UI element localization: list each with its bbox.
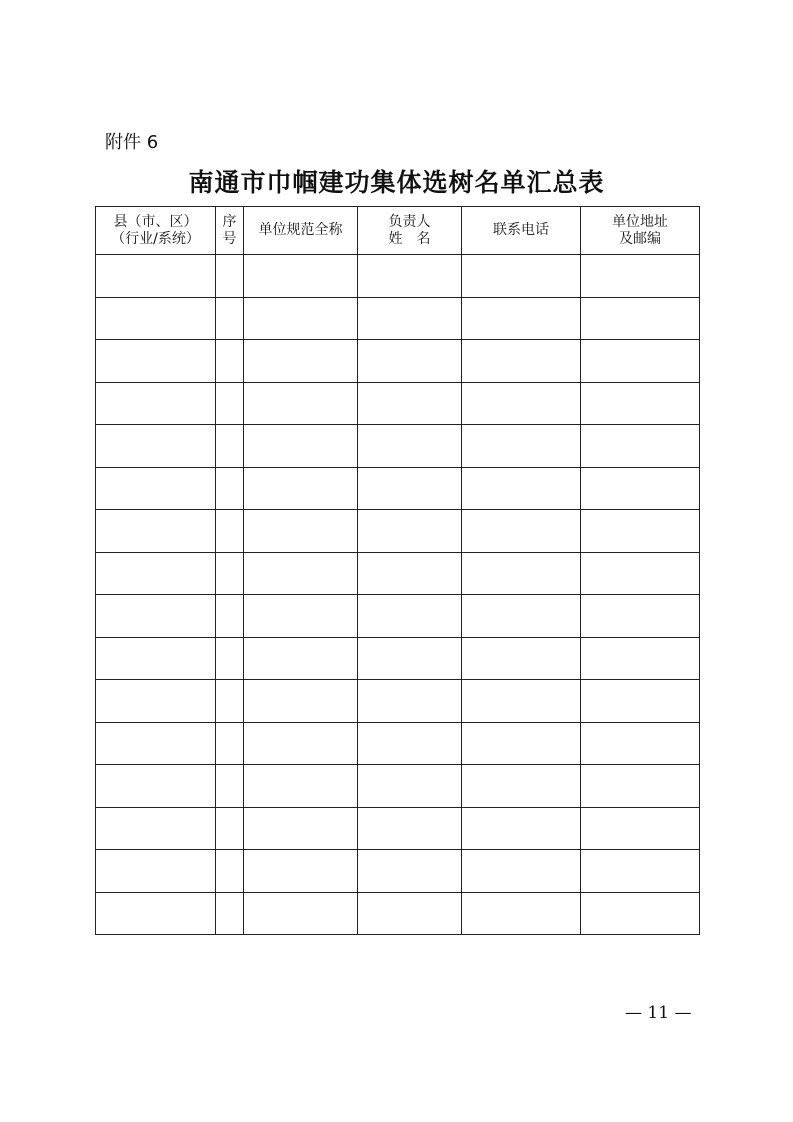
table-cell[interactable] bbox=[96, 637, 216, 680]
table-cell[interactable] bbox=[244, 340, 358, 383]
table-cell[interactable] bbox=[581, 722, 700, 765]
table-cell[interactable] bbox=[244, 425, 358, 468]
table-cell[interactable] bbox=[462, 467, 581, 510]
table-cell[interactable] bbox=[581, 595, 700, 638]
table-cell[interactable] bbox=[462, 425, 581, 468]
table-cell[interactable] bbox=[462, 722, 581, 765]
table-cell[interactable] bbox=[581, 425, 700, 468]
table-row bbox=[96, 765, 700, 808]
attachment-label: 附件 6 bbox=[105, 132, 159, 153]
table-cell[interactable] bbox=[216, 425, 244, 468]
table-cell[interactable] bbox=[96, 467, 216, 510]
table-cell[interactable] bbox=[358, 765, 462, 808]
table-row bbox=[96, 850, 700, 893]
table-row bbox=[96, 637, 700, 680]
table-cell[interactable] bbox=[96, 425, 216, 468]
table-row bbox=[96, 297, 700, 340]
header-contact-phone: 联系电话 bbox=[462, 207, 581, 255]
table-cell[interactable] bbox=[462, 297, 581, 340]
table-cell[interactable] bbox=[216, 467, 244, 510]
table-cell[interactable] bbox=[358, 255, 462, 298]
table-row bbox=[96, 595, 700, 638]
table-cell[interactable] bbox=[462, 340, 581, 383]
table-cell[interactable] bbox=[581, 680, 700, 723]
table-cell[interactable] bbox=[358, 552, 462, 595]
table-cell[interactable] bbox=[581, 552, 700, 595]
table-row bbox=[96, 680, 700, 723]
table-cell[interactable] bbox=[96, 807, 216, 850]
table-cell[interactable] bbox=[244, 765, 358, 808]
table-cell[interactable] bbox=[358, 595, 462, 638]
table-cell[interactable] bbox=[358, 510, 462, 553]
table-cell[interactable] bbox=[216, 552, 244, 595]
table-cell[interactable] bbox=[96, 850, 216, 893]
table-cell[interactable] bbox=[462, 850, 581, 893]
table-cell[interactable] bbox=[244, 637, 358, 680]
table-cell[interactable] bbox=[358, 680, 462, 723]
table-cell[interactable] bbox=[581, 807, 700, 850]
table-cell[interactable] bbox=[96, 722, 216, 765]
table-cell[interactable] bbox=[581, 510, 700, 553]
table-cell[interactable] bbox=[216, 510, 244, 553]
header-address-postcode: 单位地址 及邮编 bbox=[581, 207, 700, 255]
table-cell[interactable] bbox=[244, 297, 358, 340]
table-row bbox=[96, 425, 700, 468]
table-row bbox=[96, 510, 700, 553]
table-cell[interactable] bbox=[358, 807, 462, 850]
header-serial-number: 序 号 bbox=[216, 207, 244, 255]
table-cell[interactable] bbox=[358, 722, 462, 765]
table-cell[interactable] bbox=[244, 255, 358, 298]
header-county: 县（市、区） （行业/系统） bbox=[96, 207, 216, 255]
table-row bbox=[96, 552, 700, 595]
table-cell[interactable] bbox=[581, 297, 700, 340]
table-cell[interactable] bbox=[216, 892, 244, 935]
table-cell[interactable] bbox=[216, 637, 244, 680]
summary-table bbox=[95, 206, 700, 935]
table-cell[interactable] bbox=[358, 297, 462, 340]
table-cell[interactable] bbox=[244, 892, 358, 935]
table-cell[interactable] bbox=[581, 765, 700, 808]
table-cell[interactable] bbox=[244, 467, 358, 510]
table-cell[interactable] bbox=[244, 807, 358, 850]
table-row bbox=[96, 807, 700, 850]
table-row bbox=[96, 722, 700, 765]
table-cell[interactable] bbox=[462, 552, 581, 595]
table-cell[interactable] bbox=[244, 680, 358, 723]
table-cell[interactable] bbox=[358, 850, 462, 893]
table-row bbox=[96, 892, 700, 935]
table-cell[interactable] bbox=[216, 595, 244, 638]
table-cell[interactable] bbox=[581, 340, 700, 383]
table-cell[interactable] bbox=[216, 807, 244, 850]
table-cell[interactable] bbox=[96, 382, 216, 425]
table-cell[interactable] bbox=[358, 425, 462, 468]
table-cell[interactable] bbox=[244, 595, 358, 638]
table-cell[interactable] bbox=[358, 892, 462, 935]
table-cell[interactable] bbox=[216, 680, 244, 723]
table-row bbox=[96, 467, 700, 510]
table-cell[interactable] bbox=[462, 255, 581, 298]
table-cell[interactable] bbox=[96, 680, 216, 723]
table-cell[interactable] bbox=[216, 765, 244, 808]
table-row bbox=[96, 340, 700, 383]
table-cell[interactable] bbox=[462, 765, 581, 808]
table-cell[interactable] bbox=[96, 595, 216, 638]
table-cell[interactable] bbox=[462, 680, 581, 723]
table-cell[interactable] bbox=[96, 510, 216, 553]
table-cell[interactable] bbox=[581, 850, 700, 893]
table-cell[interactable] bbox=[216, 340, 244, 383]
table-row bbox=[96, 382, 700, 425]
header-unit-full-name: 单位规范全称 bbox=[244, 207, 358, 255]
table-cell[interactable] bbox=[581, 892, 700, 935]
table-row bbox=[96, 255, 700, 298]
table-header-row bbox=[96, 207, 700, 255]
table-cell[interactable] bbox=[244, 382, 358, 425]
table-cell[interactable] bbox=[96, 765, 216, 808]
page-title: 南通市巾帼建功集体选树名单汇总表 bbox=[188, 168, 605, 197]
table-cell[interactable] bbox=[96, 255, 216, 298]
table-cell[interactable] bbox=[244, 552, 358, 595]
table-cell[interactable] bbox=[96, 552, 216, 595]
table-cell[interactable] bbox=[216, 297, 244, 340]
table-cell[interactable] bbox=[358, 382, 462, 425]
table-cell[interactable] bbox=[462, 510, 581, 553]
table-cell[interactable] bbox=[581, 637, 700, 680]
table-cell[interactable] bbox=[96, 892, 216, 935]
table-cell[interactable] bbox=[358, 340, 462, 383]
page-number: — 11 — bbox=[625, 1003, 692, 1023]
table-cell[interactable] bbox=[462, 892, 581, 935]
table-cell[interactable] bbox=[358, 637, 462, 680]
table-cell[interactable] bbox=[581, 467, 700, 510]
table-cell[interactable] bbox=[244, 510, 358, 553]
table-cell[interactable] bbox=[581, 255, 700, 298]
table-cell[interactable] bbox=[462, 595, 581, 638]
table-cell[interactable] bbox=[96, 340, 216, 383]
table-cell[interactable] bbox=[581, 382, 700, 425]
table-cell[interactable] bbox=[244, 850, 358, 893]
table-cell[interactable] bbox=[216, 850, 244, 893]
table-cell[interactable] bbox=[216, 255, 244, 298]
header-person-in-charge: 负责人 姓 名 bbox=[358, 207, 462, 255]
table-cell[interactable] bbox=[244, 722, 358, 765]
table-cell[interactable] bbox=[358, 467, 462, 510]
table-cell[interactable] bbox=[462, 807, 581, 850]
table-cell[interactable] bbox=[462, 637, 581, 680]
table-cell[interactable] bbox=[216, 382, 244, 425]
table-cell[interactable] bbox=[462, 382, 581, 425]
table-cell[interactable] bbox=[96, 297, 216, 340]
table-cell[interactable] bbox=[216, 722, 244, 765]
